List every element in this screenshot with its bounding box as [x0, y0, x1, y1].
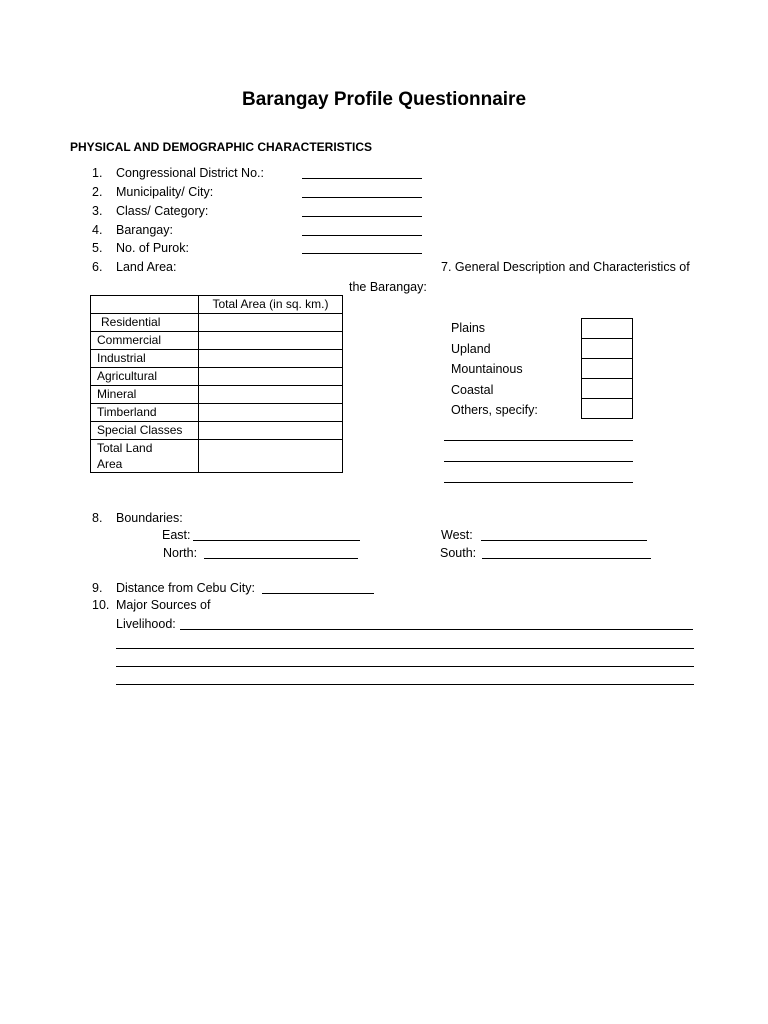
plains-checkbox[interactable] — [582, 319, 633, 339]
distance-field[interactable] — [262, 581, 374, 594]
row-label: Special Classes — [91, 422, 199, 440]
livelihood-line[interactable] — [116, 648, 694, 649]
item-7-line2: the Barangay: — [349, 280, 427, 294]
item-label: Distance from Cebu City: — [116, 581, 255, 595]
area-input-cell[interactable] — [199, 350, 343, 368]
east-label: East: — [162, 528, 191, 542]
item-label: Boundaries: — [116, 511, 183, 525]
barangay-field[interactable] — [302, 223, 422, 236]
row-label: Commercial — [91, 332, 199, 350]
option-upland: Upland — [451, 342, 491, 356]
area-input-cell[interactable] — [199, 332, 343, 350]
table-row-total — [91, 440, 343, 473]
item-number: 2. — [92, 185, 103, 199]
item-number: 9. — [92, 581, 103, 595]
row-label: Agricultural — [91, 368, 199, 386]
item-number: 4. — [92, 223, 103, 237]
others-specify-line[interactable] — [444, 461, 633, 462]
item-livelihood — [92, 598, 210, 612]
table-row — [91, 368, 343, 386]
row-label: Mineral — [91, 386, 199, 404]
total-label-line2: Area — [97, 457, 123, 471]
table-row — [91, 332, 343, 350]
item-7-line1: 7. General Description and Characteristics of — [441, 260, 690, 274]
table-row — [91, 350, 343, 368]
item-label: Land Area: — [116, 260, 177, 274]
row-label: Residential — [91, 314, 199, 332]
item-distance — [92, 581, 255, 595]
west-label: West: — [441, 528, 473, 542]
total-land-area-label — [91, 440, 199, 473]
row-label: Timberland — [91, 404, 199, 422]
others-specify-line[interactable] — [444, 482, 633, 483]
item-congressional-district — [92, 166, 264, 180]
item-number: 3. — [92, 204, 103, 218]
south-field[interactable] — [482, 546, 651, 559]
item-number: 1. — [92, 166, 103, 180]
section-heading: PHYSICAL AND DEMOGRAPHIC CHARACTERISTICS — [70, 140, 373, 154]
item-label: No. of Purok: — [116, 241, 189, 255]
area-input-cell[interactable] — [199, 422, 343, 440]
option-others: Others, specify: — [451, 403, 538, 417]
table-row — [91, 404, 343, 422]
item-label: Class/ Category: — [116, 204, 209, 218]
west-field[interactable] — [481, 528, 647, 541]
table-row — [91, 422, 343, 440]
option-mountainous: Mountainous — [451, 362, 523, 376]
upland-checkbox[interactable] — [582, 339, 633, 359]
area-input-cell[interactable] — [199, 368, 343, 386]
others-specify-line[interactable] — [444, 440, 633, 441]
row-label: Industrial — [91, 350, 199, 368]
item-label: Major Sources of — [116, 598, 211, 612]
description-checkbox-column — [581, 318, 633, 419]
total-area-header: Total Area (in sq. km.) — [199, 296, 343, 314]
table-row — [91, 386, 343, 404]
item-label: Barangay: — [116, 223, 173, 237]
south-label: South: — [440, 546, 477, 560]
item-number: 10. — [92, 598, 110, 612]
item-label: Municipality/ City: — [116, 185, 214, 199]
others-checkbox[interactable] — [582, 399, 633, 419]
option-coastal: Coastal — [451, 383, 494, 397]
table-cell — [91, 296, 199, 314]
item-number: 8. — [92, 511, 103, 525]
total-label-line1: Total Land — [97, 441, 153, 455]
page-title: Barangay Profile Questionnaire — [241, 89, 527, 110]
livelihood-field[interactable] — [180, 617, 693, 630]
item-municipality — [92, 185, 213, 199]
congressional-district-field[interactable] — [302, 166, 422, 179]
option-plains: Plains — [451, 321, 486, 335]
item-number: 6. — [92, 260, 103, 274]
item-no-of-purok — [92, 241, 189, 255]
item-land-area — [92, 260, 176, 274]
area-input-cell[interactable] — [199, 440, 343, 473]
no-of-purok-field[interactable] — [302, 241, 422, 254]
area-input-cell[interactable] — [199, 404, 343, 422]
item-number: 5. — [92, 241, 103, 255]
table-header-row — [91, 296, 343, 314]
north-field[interactable] — [204, 546, 358, 559]
table-row — [91, 314, 343, 332]
mountainous-checkbox[interactable] — [582, 359, 633, 379]
livelihood-line[interactable] — [116, 684, 694, 685]
livelihood-line[interactable] — [116, 666, 694, 667]
municipality-field[interactable] — [302, 185, 422, 198]
item-barangay — [92, 223, 173, 237]
class-category-field[interactable] — [302, 204, 422, 217]
east-field[interactable] — [193, 528, 360, 541]
livelihood-label: Livelihood: — [116, 617, 176, 631]
item-boundaries — [92, 511, 183, 525]
item-class-category — [92, 204, 208, 218]
land-area-table — [90, 295, 343, 473]
area-input-cell[interactable] — [199, 314, 343, 332]
coastal-checkbox[interactable] — [582, 379, 633, 399]
north-label: North: — [163, 546, 198, 560]
area-input-cell[interactable] — [199, 386, 343, 404]
item-label: Congressional District No.: — [116, 166, 264, 180]
